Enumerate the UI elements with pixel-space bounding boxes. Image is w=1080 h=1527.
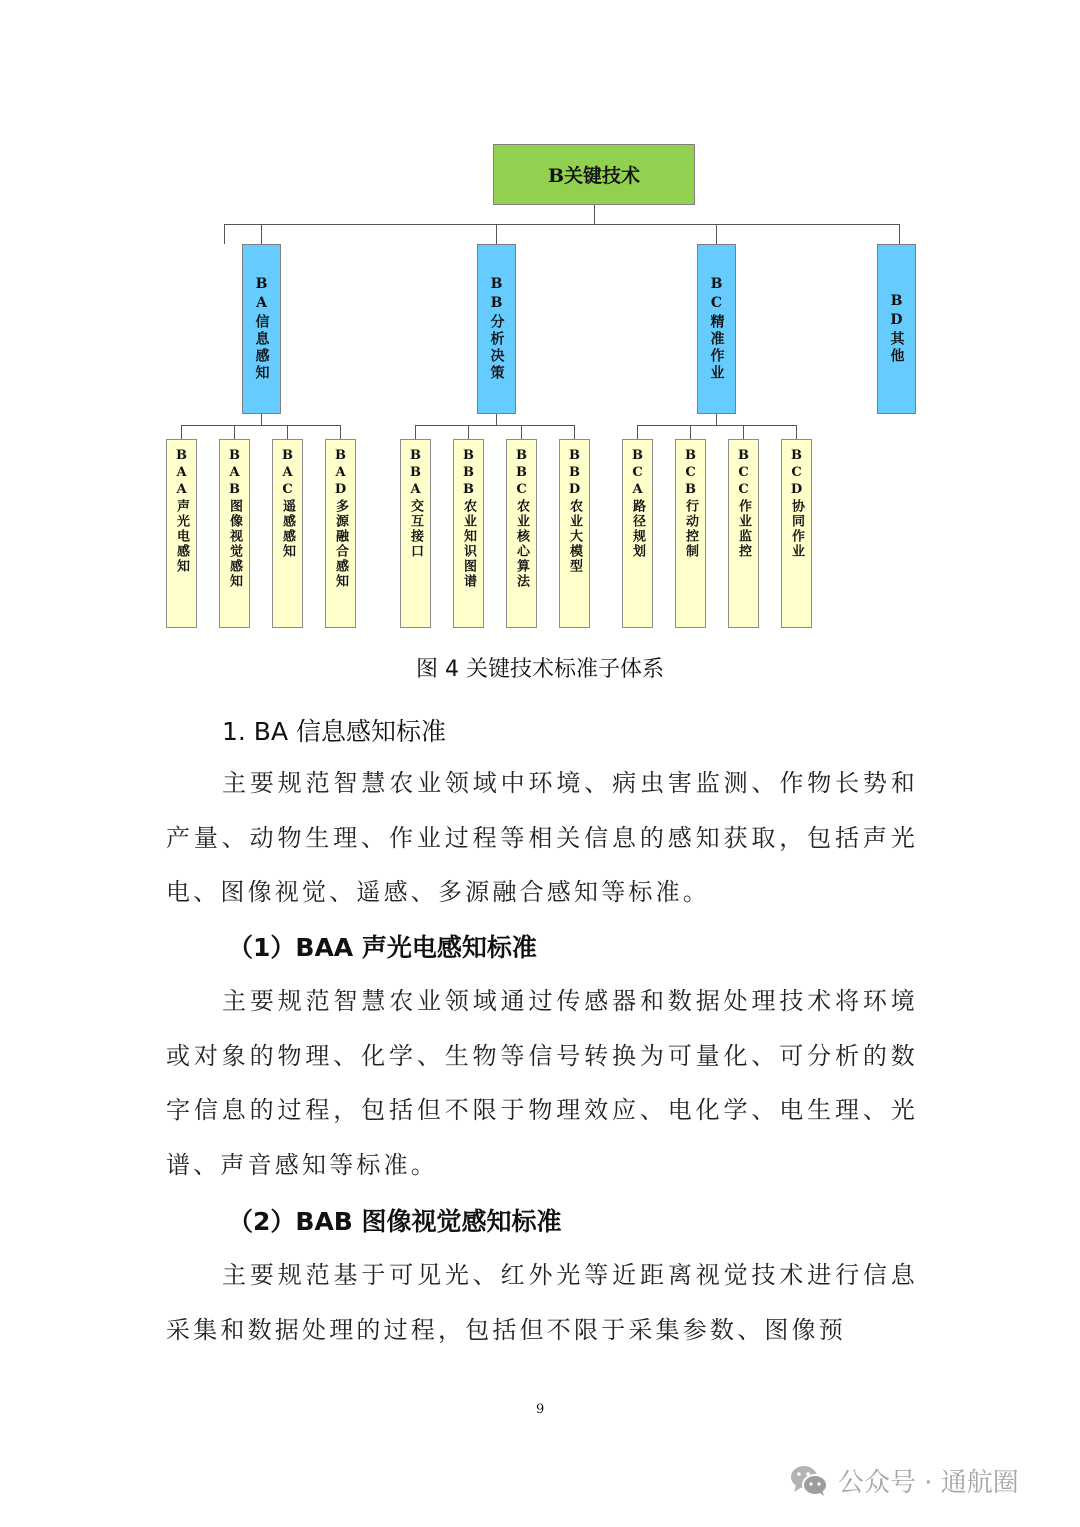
node-bd bbox=[877, 244, 916, 414]
connector-bbb bbox=[468, 425, 469, 439]
connector-bad bbox=[340, 425, 341, 439]
connector-bcb bbox=[690, 425, 691, 439]
leaf-bac bbox=[272, 439, 303, 628]
leaf-label: BAA声光电感知 bbox=[174, 448, 189, 574]
leaf-bcb bbox=[675, 439, 706, 628]
connector-baa bbox=[181, 425, 182, 439]
leaf-label: BCA路径规划 bbox=[630, 448, 645, 559]
connector-bcd bbox=[796, 425, 797, 439]
leaf-label: BAB图像视觉感知 bbox=[227, 448, 242, 589]
leaf-bab bbox=[219, 439, 250, 628]
connector-bb-leaves-h bbox=[415, 425, 575, 426]
connector-bac bbox=[287, 425, 288, 439]
leaf-baa bbox=[166, 439, 197, 628]
node-bc-label: BC精准作业 bbox=[708, 276, 725, 382]
leaf-label: BCB行动控制 bbox=[683, 448, 698, 559]
root-node-label: B关键技术 bbox=[547, 165, 641, 187]
leaf-bba bbox=[400, 439, 431, 628]
leaf-label: BBA交互接口 bbox=[408, 448, 423, 559]
leaf-label: BBB农业知识图谱 bbox=[461, 448, 476, 589]
connector-bca bbox=[637, 425, 638, 439]
leaf-label: BBD农业大模型 bbox=[567, 448, 582, 574]
connector-bab bbox=[234, 425, 235, 439]
connector-bbc bbox=[521, 425, 522, 439]
leaf-label: BAD多源融合感知 bbox=[333, 448, 348, 589]
connector-ba bbox=[224, 224, 225, 244]
connector-bcc bbox=[743, 425, 744, 439]
leaf-bcd bbox=[781, 439, 812, 628]
page-number: 9 bbox=[536, 1402, 545, 1417]
subsection-heading-baa: （1）BAA 声光电感知标准 bbox=[228, 933, 537, 962]
leaf-bcc bbox=[728, 439, 759, 628]
connector-ba-v bbox=[261, 224, 262, 244]
connector-bc-leaves-h bbox=[637, 425, 797, 426]
connector-bb-leaves-down bbox=[496, 414, 497, 425]
connector-bba bbox=[415, 425, 416, 439]
leaf-bbc bbox=[506, 439, 537, 628]
paragraph-baa: 主要规范智慧农业领域通过传感器和数据处理技术将环境或对象的物理、化学、生物等信号转换为可量化、可分析的数字信息的过程，包括但不限于物理效应、电化学、电生理、光谱、声音感知等标准。 bbox=[166, 987, 918, 1179]
connector-ba-stub bbox=[224, 224, 261, 225]
connector-bc-leaves-down bbox=[716, 414, 717, 425]
connector-bb-down bbox=[496, 224, 497, 244]
node-bd-label: BD其他 bbox=[888, 293, 905, 365]
leaf-label: BCC作业监控 bbox=[736, 448, 751, 559]
watermark bbox=[790, 1462, 1019, 1499]
connector-level2-horizontal bbox=[224, 224, 900, 225]
paragraph-ba: 主要规范智慧农业领域中环境、病虫害监测、作物长势和产量、动物生理、作业过程等相关信息的感知获取，包括声光电、图像视觉、遥感、多源融合感知等标准。 bbox=[166, 769, 918, 906]
node-ba-label: BA信息感知 bbox=[253, 276, 270, 382]
node-bb bbox=[477, 244, 516, 414]
root-node bbox=[493, 144, 695, 205]
subsection-heading-bab: （2）BAB 图像视觉感知标准 bbox=[228, 1207, 562, 1236]
node-bc bbox=[697, 244, 736, 414]
connector-bc-down bbox=[716, 224, 717, 244]
node-ba bbox=[242, 244, 281, 414]
connector-bbd bbox=[574, 425, 575, 439]
watermark-text: 公众号 · 通航圈 bbox=[838, 1468, 1019, 1498]
leaf-bca bbox=[622, 439, 653, 628]
node-bb-label: BB分析决策 bbox=[488, 276, 505, 382]
connector-root-down bbox=[594, 205, 595, 224]
leaf-label: BAC遥感感知 bbox=[280, 448, 295, 559]
leaf-label: BBC农业核心算法 bbox=[514, 448, 529, 589]
leaf-bbb bbox=[453, 439, 484, 628]
leaf-bbd bbox=[559, 439, 590, 628]
wechat-icon bbox=[790, 1465, 828, 1497]
figure-caption: 图 4 关键技术标准子体系 bbox=[416, 657, 664, 682]
connector-ba-leaves-down bbox=[261, 414, 262, 425]
section-heading-ba: 1. BA 信息感知标准 bbox=[222, 717, 446, 746]
leaf-bad bbox=[325, 439, 356, 628]
leaf-label: BCD协同作业 bbox=[789, 448, 804, 559]
connector-ba-leaves-h bbox=[181, 425, 341, 426]
connector-bd-down bbox=[899, 224, 900, 244]
paragraph-bab: 主要规范基于可见光、红外光等近距离视觉技术进行信息采集和数据处理的过程，包括但不限于采集参数、图像预 bbox=[166, 1261, 918, 1344]
